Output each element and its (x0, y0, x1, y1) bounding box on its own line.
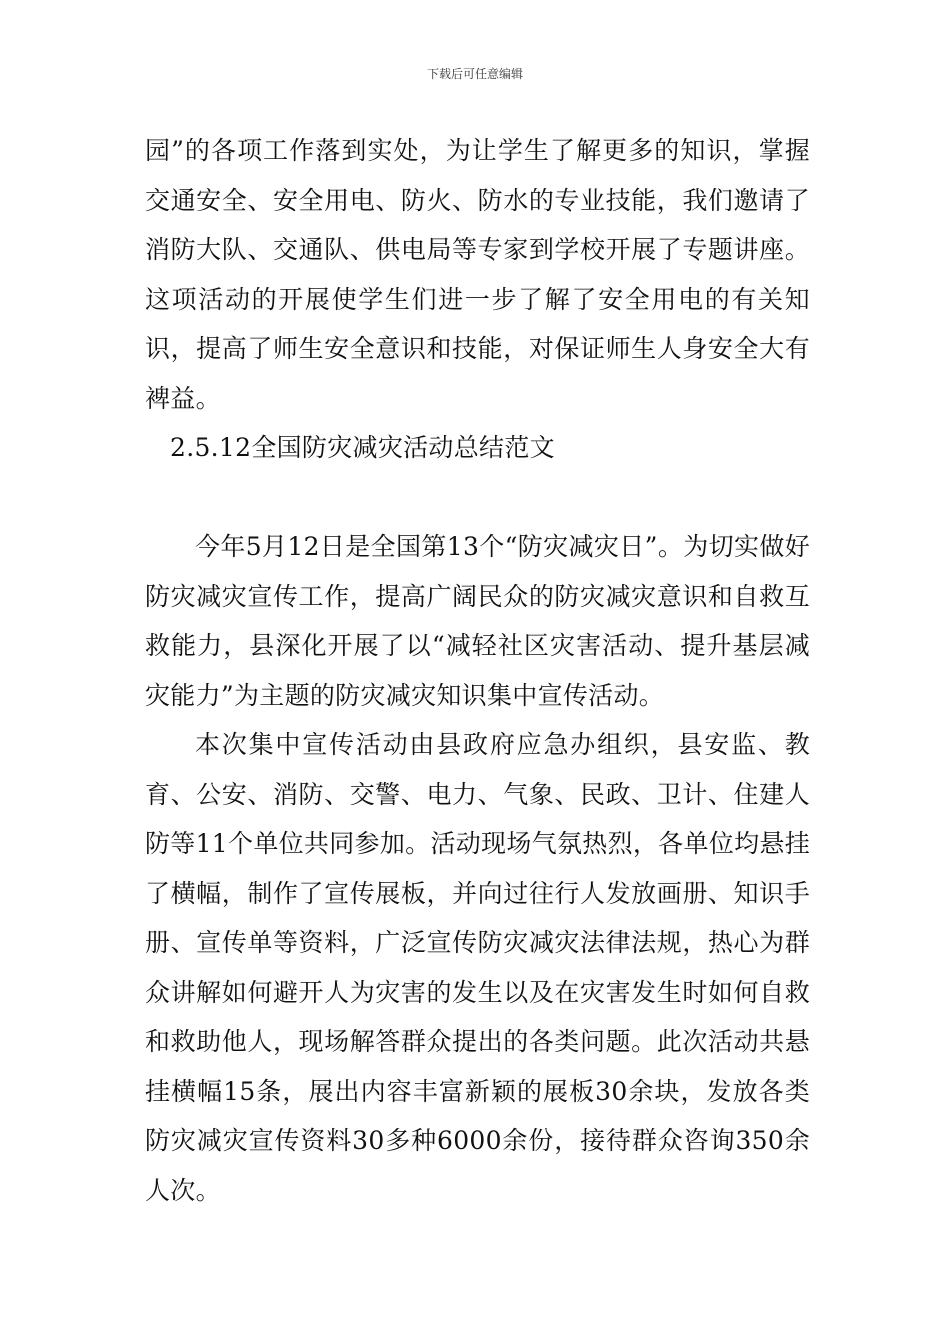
page-header: 下载后可任意编辑 (426, 67, 523, 81)
paragraph-continued: 园”的各项工作落到实处，为让学生了解更多的知识，掌握交通安全、安全用电、防火、防水的专业技能，我们邀请了消防大队、交通队、供电局等专家到学校开展了专题讲座。这项活动的开展使学生们进一步了解了安全用电的有关知识，提高了师生安全意识和技能，对保证师生人身安全大有裨益。 (145, 136, 810, 413)
paragraph-intro: 今年5月12日是全国第13个“防灾减灾日”。为切实做好防灾减灾宣传工作，提高广阔民众的防灾减灾意识和自救互救能力，县深化开展了以“减轻社区灾害活动、提升基层减灾能力”为主题的防灾减灾知识集中宣传活动。 (145, 532, 810, 710)
section-heading: 2.5.12全国防灾减灾活动总结范文 (170, 433, 555, 462)
paragraph-details: 本次集中宣传活动由县政府应急办组织，县安监、教育、公安、消防、交警、电力、气象、民政、卫计、住建人防等11个单位共同参加。活动现场气氛热烈，各单位均悬挂了横幅，制作了宣传展板，并向过往行人发放画册、知识手册、宣传单等资料，广泛宣传防灾减灾法律法规，热心为群众讲解如何避开人为灾害的发生以及在灾害发生时如何自救和救助他人，现场解答群众提出的各类问题。此次活动共悬挂横幅15条，展出内容丰富新颖的展板30余块，发放各类防灾减灾宣传资料30多种6000余份，接待群众咨询350余人次。 (145, 730, 810, 1205)
document-body (145, 126, 810, 1215)
blank-line (145, 473, 810, 523)
